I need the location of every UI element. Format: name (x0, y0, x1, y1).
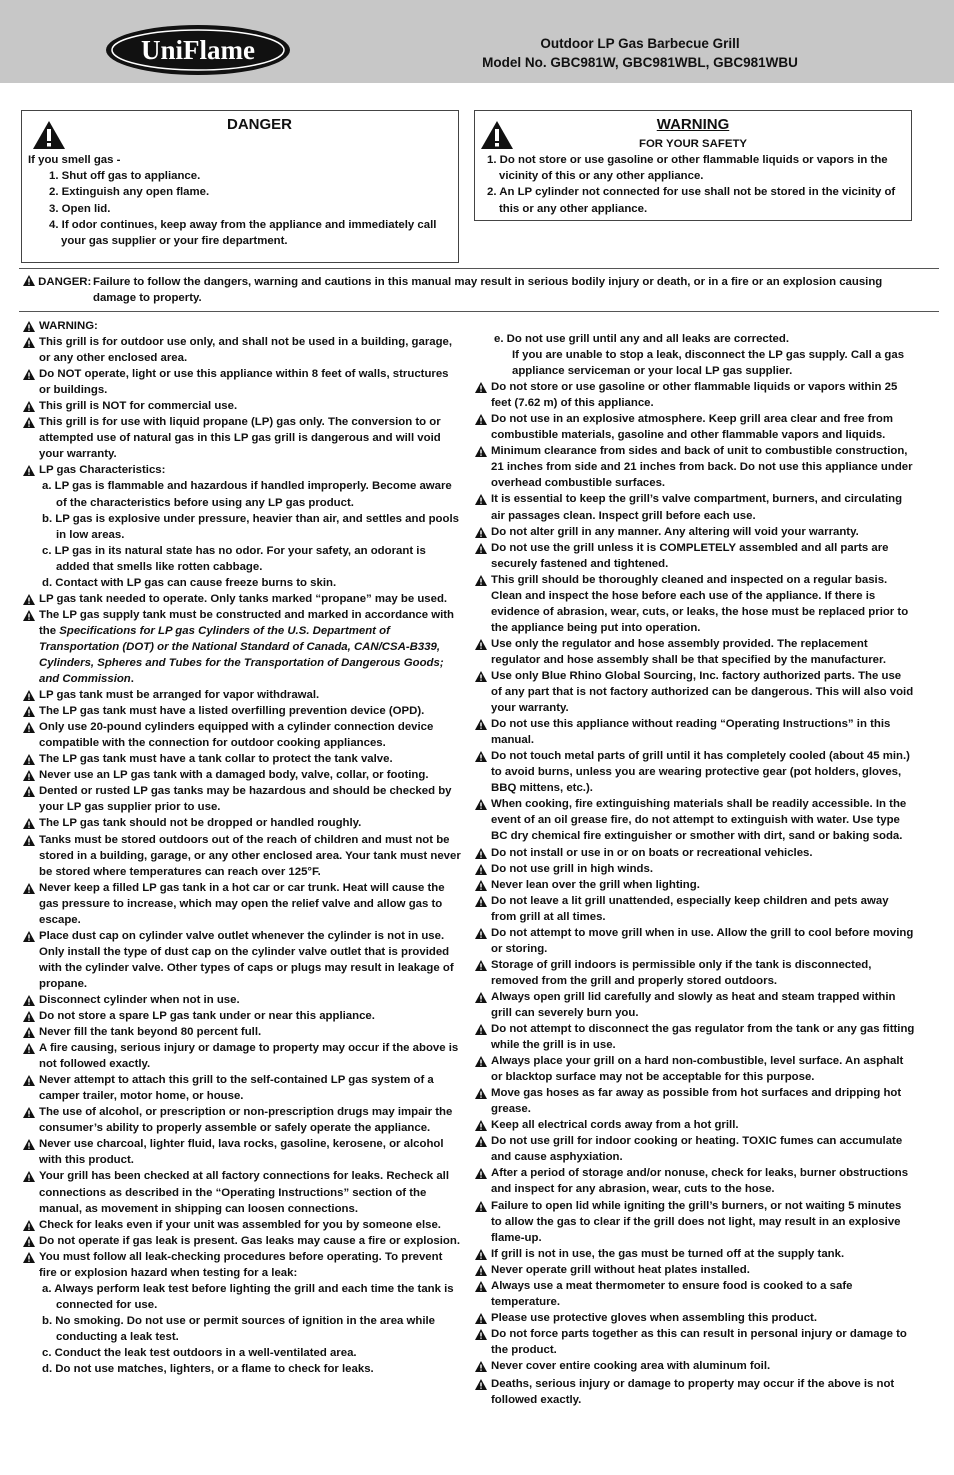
warning-triangle-icon (23, 770, 35, 781)
warning-triangle-icon (475, 575, 487, 586)
warning-item-text: Please use protective gloves when assembling this product. (491, 1311, 817, 1324)
warning-triangle-icon (475, 1056, 487, 1067)
product-title: Outdoor LP Gas Barbecue Grill (540, 36, 740, 51)
warning-item-text: Do not install or use in or on boats or recreational vehicles. (491, 846, 813, 859)
warning-item-text: LP gas tank needed to operate. Only tanks marked “propane” may be used. (39, 592, 448, 605)
danger-statement-label-wrap (23, 274, 91, 290)
warning-triangle-icon (475, 1201, 487, 1212)
warning-item (475, 1278, 915, 1310)
warning-item (23, 1024, 461, 1040)
warning-item-text: Do not operate if gas leak is present. Gas leaks may cause a fire or explosion. (39, 1234, 460, 1247)
left-warnings-column (23, 318, 461, 1377)
warning-item (23, 318, 461, 334)
warning-item (475, 379, 915, 411)
warning-triangle-icon (23, 1220, 35, 1231)
warning-triangle-icon (475, 960, 487, 971)
warning-triangle-icon (475, 1088, 487, 1099)
warning-triangle-icon (475, 382, 487, 393)
warning-item (475, 845, 915, 861)
warning-triangle-icon (23, 706, 35, 717)
warning-triangle-icon (23, 465, 35, 476)
warning-item-text: Move gas hoses as far away as possible from hot surfaces and dripping hot grease. (491, 1087, 902, 1116)
warning-triangle-icon (475, 1024, 487, 1035)
warning-item (475, 796, 915, 844)
warning-item-text: Use only Blue Rhino Global Sourcing, Inc. factory authorized parts. The use of any part that is not factory authorized can be dangerous. This will also void your warranty. (491, 669, 914, 715)
warning-item-text: Never attempt to attach this grill to the self-contained LP gas system of a camper trailer, motor home, or house. (39, 1074, 434, 1103)
sub-item: d. Contact with LP gas can cause freeze burns to skin. (42, 576, 337, 589)
warning-item-text: Do not store a spare LP gas tank under or near this appliance. (39, 1010, 375, 1023)
warning-item (23, 783, 461, 815)
warning-item (475, 491, 915, 523)
right-warnings-column (475, 331, 915, 1408)
warning-item-text: Do not use grill for indoor cooking or heating. TOXIC fumes can accumulate and cause asphyxiation. (491, 1135, 903, 1164)
warning-triangle-icon (475, 543, 487, 554)
warning-triangle-icon (475, 928, 487, 939)
warning-item-text: Deaths, serious injury or damage to property may occur if the above is not followed exactly. (491, 1378, 895, 1407)
warning-item (475, 1085, 915, 1117)
warning-item-text: Place dust cap on cylinder valve outlet whenever the cylinder is not in use. Only install the type of dust cap on the cylinder valve outlet that is provided with the cylinder valve. Other types of caps or plugs may result in leakage of propane. (39, 929, 454, 990)
warning-item (475, 1117, 915, 1133)
warning-item: 1. Do not store or use gasoline or other flammable liquids or vapors in the vicinity of this or any other appliance. (487, 154, 888, 183)
warning-item-text: The LP gas tank must have a tank collar to protect the tank valve. (39, 753, 393, 766)
warning-triangle-icon (23, 818, 35, 829)
warning-item (475, 893, 915, 925)
warning-item (475, 861, 915, 877)
warning-triangle-icon (475, 719, 487, 730)
warning-item (23, 815, 461, 831)
warning-triangle-icon (475, 751, 487, 762)
danger-box (21, 110, 459, 263)
warning-triangle-icon (23, 722, 35, 733)
warning-item (23, 703, 461, 719)
warning-item (475, 716, 915, 748)
warning-item (475, 1358, 915, 1374)
warning-triangle-icon (23, 401, 35, 412)
warning-item (475, 1310, 915, 1326)
warning-triangle-icon (475, 1249, 487, 1260)
warning-item-text: Storage of grill indoors is permissible only if the tank is disconnected, removed from the grill and properly stored outdoors. (491, 958, 872, 987)
warning-triangle-icon (475, 1313, 487, 1324)
warning-item-text: Use only the regulator and hose assembly provided. The replacement regulator and hose assembly shall be that specified by the manufacturer. (491, 637, 886, 666)
warning-item-text: LP gas Characteristics: (39, 464, 166, 477)
warning-triangle-icon (23, 835, 35, 846)
warning-triangle-icon (23, 690, 35, 701)
warning-item (23, 1217, 461, 1233)
warning-item-text: Failure to open lid while igniting the grill’s burners, or not waiting 5 minutes to allow the gas to clear if the grill does not light, may result in an explosive flame-up. (491, 1199, 902, 1244)
warning-item-text: Dented or rusted LP gas tanks may be hazardous and should be checked by your LP gas supplier prior to use. (39, 785, 452, 814)
danger-step: 4. If odor continues, keep away from the appliance and immediately call your gas supplier or your fire department. (49, 218, 437, 248)
warning-item-text: Do not use the grill unless it is COMPLETELY assembled and all parts are securely fastened and tightened. (491, 541, 889, 570)
warning-item (475, 1246, 915, 1262)
warning-item (23, 414, 461, 462)
warning-item-text: After a period of storage and/or nonuse, check for leaks, burner obstructions and inspect for any abrasion, wear, cuts to the hose. (491, 1167, 909, 1196)
warning-item-text: Never use an LP gas tank with a damaged body, valve, collar, or footing. (39, 769, 429, 782)
warning-item (23, 366, 461, 398)
warning-item-text: The LP gas supply tank must be constructed and marked in accordance with the (39, 608, 455, 637)
warning-item (475, 1262, 915, 1278)
warning-triangle-icon (23, 417, 35, 428)
warning-item-text: Tanks must be stored outdoors out of the reach of children and must not be stored in a building, garage, or any other enclosed area. Your tank must never be stored where temperatures can reach over 125°F. (39, 833, 461, 878)
warning-triangle-icon (23, 931, 35, 942)
warning-triangle-icon (475, 527, 487, 538)
warning-item (23, 767, 461, 783)
warning-triangle-icon (475, 848, 487, 859)
warning-triangle-icon (23, 337, 35, 348)
warning-triangle-icon (475, 1136, 487, 1147)
warning-item: 2. An LP cylinder not connected for use shall not be stored in the vicinity of this or any other appliance. (487, 186, 896, 215)
warning-item (23, 607, 461, 687)
warning-item-text: Do not touch metal parts of grill until it has completely cooled (about 45 min.) to avoid burns, unless you are wearing protective gear (pot holders, gloves, BBQ mittens, etc.). (491, 750, 910, 795)
warning-item-text: The use of alcohol, or prescription or non-prescription drugs may impair the consumer’s ability to properly assemble or safely operate the appliance. (39, 1106, 453, 1135)
warning-item-text: If grill is not in use, the gas must be turned off at the supply tank. (491, 1247, 845, 1260)
warning-item-italic: Specifications for LP gas Cylinders of the U.S. Department of Transportation (DOT) or the National Standard of Canada, CAN/CSA-B339, Cylinders, Spheres and Tubes for the Transportation of Dangerous Goods; and Commission (39, 624, 444, 686)
warning-item-text: Never keep a filled LP gas tank in a hot car or car trunk. Heat will cause the gas pressure to increase, which may open the relief valve and allow gas to escape. (39, 881, 445, 926)
warning-box (474, 110, 912, 221)
warning-item (475, 411, 915, 443)
warning-triangle-icon (475, 992, 487, 1003)
warning-item (23, 591, 461, 607)
warning-item-text: Do not use in an explosive atmosphere. Keep grill area clear and free from combustible materials, gasoline and other flammable vapors and liquids. (491, 413, 893, 442)
warning-triangle-icon (475, 1168, 487, 1179)
warning-item-text: Do NOT operate, light or use this appliance within 8 feet of walls, structures or buildings. (39, 368, 449, 397)
warning-triangle-icon (475, 1281, 487, 1292)
warning-triangle-icon (23, 1075, 35, 1086)
warning-triangle-icon (23, 369, 35, 380)
warning-item (23, 1233, 461, 1249)
warning-item-text: Do not use grill in high winds. (491, 862, 653, 875)
danger-step: 2. Extinguish any open flame. (49, 186, 210, 199)
warning-item-text: Never fill the tank beyond 80 percent full. (39, 1026, 262, 1039)
warning-title: WARNING (656, 116, 730, 133)
sub-item: a. Always perform leak test before lighting the grill and each time the tank is connected for use. (42, 1282, 454, 1311)
warning-item-text: Never use charcoal, lighter fluid, lava rocks, gasoline, kerosene, or alcohol with this product. (39, 1138, 444, 1167)
danger-intro: If you smell gas - (28, 154, 121, 166)
warning-item (23, 751, 461, 767)
warning-triangle-icon (23, 1011, 35, 1022)
warning-triangle-icon (475, 880, 487, 891)
warning-subtitle: FOR YOUR SAFETY (638, 138, 747, 150)
danger-step: 1. Shut off gas to appliance. (49, 170, 201, 183)
warning-item-text: Never lean over the grill when lighting. (491, 878, 700, 891)
warning-triangle-icon (23, 1043, 35, 1054)
warning-item-text: You must follow all leak-checking procedures before operating. To prevent fire or explosion hazard when testing for a leak: (39, 1250, 443, 1279)
warning-item (23, 832, 461, 880)
warning-triangle-icon (475, 1361, 487, 1372)
warning-item-text: Do not force parts together as this can result in personal injury or damage to the product. (491, 1327, 907, 1356)
warning-item (475, 668, 915, 716)
warning-triangle-icon (475, 799, 487, 810)
warning-triangle-icon (475, 1379, 487, 1390)
warning-item (475, 925, 915, 957)
warning-item-tail: . (130, 673, 134, 686)
danger-title: DANGER (227, 116, 293, 133)
warning-item-text: A fire causing, serious injury or damage to property may occur if the above is not followed exactly. (39, 1042, 459, 1071)
divider (19, 268, 939, 269)
warning-item (475, 636, 915, 668)
warning-item-text: Check for leaks even if your unit was assembled for you by someone else. (39, 1218, 441, 1231)
warning-item (475, 1021, 915, 1053)
warning-triangle-icon (475, 414, 487, 425)
warning-triangle-icon (23, 1171, 35, 1182)
warning-item (23, 1104, 461, 1136)
warning-item-text: Do not attempt to move grill when in use. Allow the grill to cool before moving or storing. (491, 926, 914, 955)
warning-item-text: It is essential to keep the grill’s valve compartment, burners, and circulating air passages clean. Inspect grill before each use. (491, 493, 903, 522)
warning-item-text: WARNING: (39, 320, 98, 332)
danger-statement (23, 274, 923, 306)
warning-item (475, 989, 915, 1021)
sub-item: b. No smoking. Do not use or permit sources of ignition in the area while conducting a leak test. (42, 1314, 436, 1343)
sub-item: c. Conduct the leak test outdoors in a well-ventilated area. (42, 1347, 357, 1359)
warning-triangle-icon (475, 639, 487, 650)
warning-item (475, 443, 915, 491)
warning-item (475, 1165, 915, 1197)
danger-statement-text: Failure to follow the dangers, warning and cautions in this manual may result in serious bodily injury or death, or in a fire or an explosion causing damage to property. (93, 276, 883, 304)
warning-item (23, 398, 461, 414)
warning-item (475, 1053, 915, 1085)
warning-triangle-icon (475, 1265, 487, 1276)
warning-item (23, 719, 461, 751)
warning-triangle-icon (23, 786, 35, 797)
warning-item-text: Never cover entire cooking area with aluminum foil. (491, 1360, 771, 1372)
warning-triangle-icon (475, 1120, 487, 1131)
warning-item-text: The LP gas tank should not be dropped or handled roughly. (39, 817, 362, 830)
warning-text (480, 152, 908, 217)
model-numbers: Model No. GBC981W, GBC981WBL, GBC981WBU (482, 55, 798, 70)
sub-item: c. LP gas in its natural state has no odor. For your safety, an odorant is added that smells like rotten cabbage. (42, 544, 426, 573)
warning-item-text: Always use a meat thermometer to ensure food is cooked to a safe temperature. (491, 1279, 853, 1308)
warning-triangle-icon (23, 1139, 35, 1150)
warning-item (475, 1376, 915, 1408)
warning-item (475, 524, 915, 540)
warning-item (23, 1072, 461, 1104)
warning-item-text: Always place your grill on a hard non-combustible, level surface. An asphalt or blacktop surface may not be acceptable for this purpose. (491, 1055, 904, 1084)
warning-item (23, 462, 461, 478)
sub-item: e. Do not use grill until any and all leaks are corrected. (494, 333, 789, 345)
warning-item-text: LP gas tank must be arranged for vapor withdrawal. (39, 689, 320, 702)
warning-item-text: When cooking, fire extinguishing materials shall be readily accessible. In the event of an oil grease fire, do not attempt to extinguish with water. Use type BC dry chemical fire extinguisher or smother with dirt, sand or baking soda. (491, 798, 907, 843)
warning-item-text: Keep all electrical cords away from a hot grill. (491, 1119, 739, 1132)
warning-item-text: Do not store or use gasoline or other flammable liquids or vapors within 25 feet (7.62 m) of this appliance. (491, 381, 898, 410)
warning-item (23, 992, 461, 1008)
warning-item (475, 1133, 915, 1165)
warning-item (23, 687, 461, 703)
sub-item: b. LP gas is explosive under pressure, heavier than air, and settles and pools in low areas. (42, 512, 459, 541)
warning-triangle-icon (23, 275, 35, 286)
sub-item: d. Do not use matches, lighters, or a flame to check for leaks. (42, 1363, 374, 1376)
warning-item-text: Your grill has been checked at all factory connections for leaks. Recheck all connections as described in the “Operating Instructions” section of the manual, as movement in shipping can loosen connections. (39, 1170, 450, 1215)
warning-triangle-icon (475, 446, 487, 457)
divider (19, 311, 939, 312)
warning-item-text: This grill is NOT for commercial use. (39, 400, 238, 413)
warning-triangle-icon (23, 594, 35, 605)
warning-item-text: Do not alter grill in any manner. Any altering will void your warranty. (491, 525, 859, 538)
warning-item (23, 1008, 461, 1024)
warning-triangle-icon (475, 864, 487, 875)
warning-triangle-icon (475, 896, 487, 907)
warning-item-text: The LP gas tank must have a listed overfilling prevention device (OPD). (39, 705, 425, 718)
warning-triangle-icon (475, 494, 487, 505)
warning-item (23, 1249, 461, 1281)
warning-item-text: Do not attempt to disconnect the gas regulator from the tank or any gas fitting while the grill is in use. (491, 1023, 915, 1052)
warning-item (23, 1040, 461, 1072)
uniflame-logo (105, 24, 291, 76)
danger-step: 3. Open lid. (49, 202, 111, 215)
warning-item-text: Do not use this appliance without reading “Operating Instructions” in this manual. (491, 718, 891, 747)
warning-item (475, 540, 915, 572)
warning-item-text: Never operate grill without heat plates installed. (491, 1263, 750, 1276)
warning-item (23, 1168, 461, 1216)
document-header (440, 34, 840, 72)
sub-item: a. LP gas is flammable and hazardous if handled improperly. Become aware of the characteristics before using any LP gas product. (42, 480, 452, 509)
warning-item-text: Disconnect cylinder when not in use. (39, 993, 240, 1006)
warning-triangle-icon (475, 1329, 487, 1340)
warning-item-text: Minimum clearance from sides and back of unit to combustible construction, 21 inches from side and 21 inches from back. Do not use this appliance under overhead combustible surfaces. (491, 445, 913, 490)
warning-triangle-icon (23, 995, 35, 1006)
continuation-text: If you are unable to stop a leak, disconnect the LP gas supply. Call a gas appliance serviceman or your local LP gas supplier. (512, 349, 905, 378)
warning-item-text: Only use 20-pound cylinders equipped with a cylinder connection device compatible with the connection for outdoor cooking appliances. (39, 721, 434, 750)
warning-triangle-icon (23, 1027, 35, 1038)
warning-triangle-icon (23, 321, 35, 332)
warning-item (23, 880, 461, 928)
warning-item-text: This grill is for use with liquid propane (LP) gas only. The conversion to or attempted use of natural gas in this LP gas grill is dangerous and will void your warranty. (39, 416, 441, 461)
warning-triangle-icon (475, 671, 487, 682)
warning-item (23, 928, 461, 992)
warning-item-text: This grill should be thoroughly cleaned and inspected on a regular basis. Clean and inspect the hose before each use of the appliance. If there is evidence of abrasion, wear, cuts, or leaks, the hose must be replaced prior to the appliance being put into operation. (491, 573, 909, 634)
warning-item (23, 1136, 461, 1168)
warning-triangle-icon (23, 1236, 35, 1247)
warning-triangle-icon (23, 1252, 35, 1263)
danger-text (28, 152, 448, 249)
warning-triangle-icon (23, 754, 35, 765)
danger-statement-label: DANGER: (38, 276, 92, 288)
warning-item (475, 572, 915, 636)
logo-text: UniFlame (141, 35, 255, 65)
warning-item-text: Always open grill lid carefully and slowly as heat and steam trapped within grill can severely burn you. (491, 990, 896, 1019)
warning-item (475, 1326, 915, 1358)
warning-item (23, 334, 461, 366)
warning-item-text: This grill is for outdoor use only, and shall not be used in a building, garage, or any other enclosed area. (39, 336, 453, 365)
warning-triangle-icon (32, 120, 66, 150)
warning-item (475, 877, 915, 893)
warning-triangle-icon (23, 610, 35, 621)
warning-triangle-icon (23, 1107, 35, 1118)
warning-triangle-icon (23, 883, 35, 894)
warning-item (475, 957, 915, 989)
warning-item-text: Do not leave a lit grill unattended, especially keep children and pets away from grill at all times. (491, 894, 889, 923)
warning-item (475, 1198, 915, 1246)
warning-item (475, 748, 915, 796)
